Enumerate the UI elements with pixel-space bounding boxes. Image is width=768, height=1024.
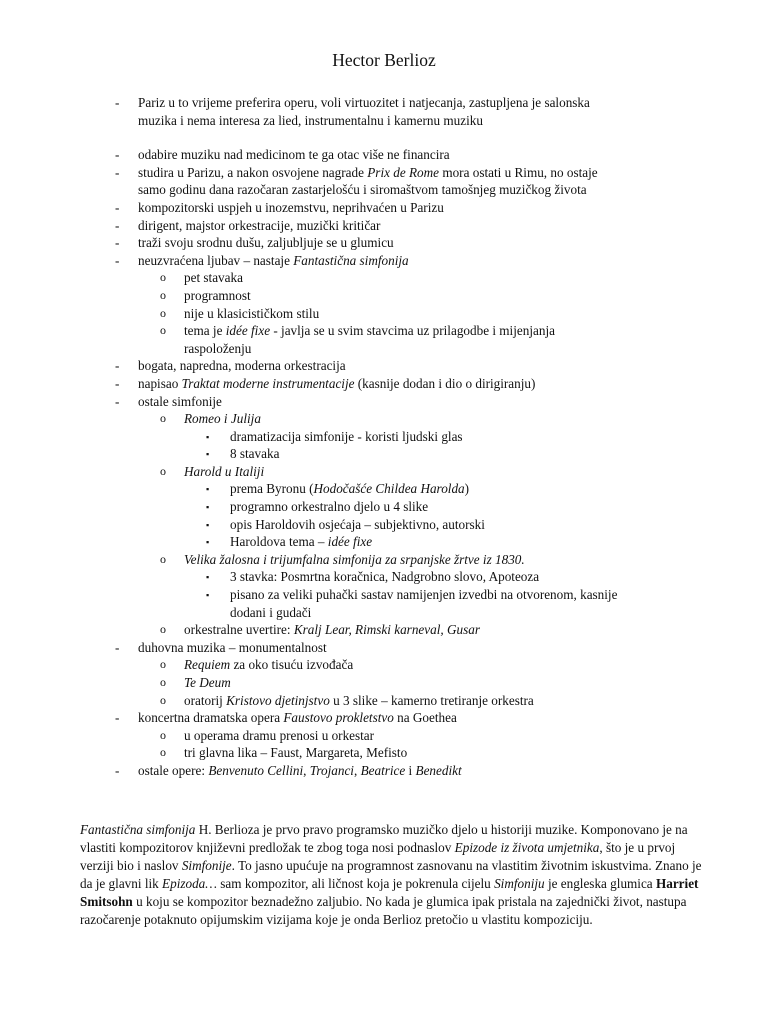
- circle-marker: o: [160, 463, 166, 478]
- item-italic: Trojanci: [309, 762, 354, 778]
- body-paragraph: [80, 821, 710, 929]
- para-text: sam kompozitor, ali ličnost koja je pokrenula cijelu: [217, 876, 495, 891]
- list-subitem: [0, 744, 768, 762]
- item-italic: Te Deum: [184, 675, 231, 690]
- item-italic: Romeo i Julija: [184, 411, 261, 427]
- list-subitem: [0, 727, 768, 745]
- para-text: je engleska glumica: [544, 876, 656, 891]
- list-subitem: [0, 269, 768, 287]
- list-item: [0, 709, 768, 727]
- list-item: [0, 164, 768, 199]
- item-italic: Beatrice: [360, 762, 406, 778]
- circle-marker: o: [160, 675, 166, 689]
- list-item: [0, 357, 768, 375]
- dash-marker: -: [115, 710, 120, 726]
- item-text: napisao: [138, 375, 182, 391]
- square-marker: ▪: [206, 537, 210, 548]
- list-subsubitem: [0, 498, 768, 516]
- dash-marker: -: [115, 252, 120, 268]
- square-marker: ▪: [206, 431, 210, 442]
- item-italic: Faustovo prokletstvo: [283, 710, 394, 726]
- para-italic: Simfonije: [181, 858, 232, 873]
- item-text: 3 stavka: Posmrtna koračnica, Nadgrobno slovo, Apoteoza: [230, 569, 540, 585]
- item-text: duhovna muzika – monumentalnost: [138, 639, 327, 655]
- item-italic: Prix de Rome: [367, 164, 440, 180]
- dash-marker: -: [115, 235, 120, 251]
- list-item: [0, 94, 768, 129]
- list-subitem: [0, 305, 768, 323]
- list-subitem: [0, 674, 768, 692]
- item-text: neuzvraćena ljubav – nastaje: [138, 252, 294, 268]
- item-text: i: [405, 762, 416, 778]
- list-subitem: [0, 287, 768, 305]
- item-italic: Velika žalosna i trijumfalna simfonija za srpanjske žrtve iz 1830.: [184, 551, 525, 567]
- item-text: programno orkestralno djelo u 4 slike: [230, 499, 429, 515]
- list-subsubitem: [0, 480, 768, 498]
- page-title: Hector Berlioz: [332, 50, 436, 70]
- item-italic: Fantastična simfonija: [293, 252, 409, 268]
- para-text: . To jasno upućuje na programnost zasnovanu na vlastitim životnim iskustvima. Znano je da je glavni lik: [80, 858, 702, 891]
- item-italic: Traktat moderne instrumentacije: [181, 375, 355, 391]
- list-item: [0, 146, 768, 164]
- list-item: [0, 762, 768, 780]
- item-text: studira u Parizu, a nakon osvojene nagrade: [138, 164, 368, 180]
- list-subitem: [0, 551, 768, 569]
- item-italic: Requiem: [184, 657, 231, 673]
- circle-marker: o: [160, 411, 166, 426]
- square-marker: ▪: [206, 572, 210, 583]
- item-text: kompozitorski uspjeh u inozemstvu, neprihvaćen u Parizu: [138, 199, 444, 215]
- para-italic: Epizoda…: [162, 876, 217, 891]
- item-text: prema Byronu (: [230, 481, 314, 497]
- item-text: programnost: [184, 287, 251, 303]
- dash-marker: -: [115, 762, 120, 778]
- item-text: bogata, napredna, moderna orkestracija: [138, 358, 346, 374]
- item-text: tri glavna lika – Faust, Margareta, Mefisto: [184, 745, 408, 761]
- list-subitem: [0, 322, 768, 357]
- circle-marker: o: [160, 305, 166, 320]
- list-subsubitem: [0, 586, 768, 621]
- list-subsubitem: [0, 568, 768, 586]
- list-subitem: [0, 692, 768, 710]
- circle-marker: o: [160, 270, 166, 285]
- item-text: tema je: [184, 323, 226, 339]
- list-subsubitem: [0, 533, 768, 551]
- item-text: opis Haroldovih osjećaja – subjektivno, autorski: [230, 516, 485, 532]
- item-text: - javlja se u svim stavcima uz prilagodbe i mijenjanja raspoloženju: [184, 323, 555, 356]
- dash-marker: -: [115, 375, 120, 391]
- list-item: [0, 234, 768, 252]
- list-subitem: [0, 410, 768, 428]
- item-italic: Kralj Lear, Rimski karneval, Gusar: [293, 622, 480, 638]
- square-marker: ▪: [206, 449, 210, 460]
- square-marker: ▪: [206, 502, 210, 513]
- item-text: koncertna dramatska opera: [138, 710, 284, 726]
- item-text: pisano za veliki puhački sastav namijenjen izvedbi na otvorenom, kasnije dodani i gudači: [230, 587, 618, 620]
- item-italic: Benvenuto Cellini: [208, 762, 304, 778]
- list-subitem: [0, 621, 768, 639]
- circle-marker: o: [160, 323, 166, 338]
- para-text: u koju se kompozitor beznadežno zaljubio. No kada je glumica ipak pristala na zajednički život, nastupa razočarenje potaknuto opijumskim vizijama koje je onda Berlioz pretočio u vlastitu kompoziciju.: [80, 894, 687, 927]
- para-italic: Epizode iz života umjetnika: [454, 840, 600, 855]
- list-item: [0, 217, 768, 235]
- list-subsubitem: [0, 516, 768, 534]
- item-italic: Hodočašće Childea Harolda: [313, 481, 465, 497]
- list-item: [0, 393, 768, 411]
- item-text: za oko tisuću izvođača: [230, 657, 354, 673]
- item-text: u 3 slike – kamerno tretiranje orkestra: [329, 692, 534, 708]
- circle-marker: o: [160, 727, 166, 742]
- item-text: odabire muziku nad medicinom te ga otac više ne financira: [138, 147, 450, 163]
- outline-list: [0, 94, 768, 780]
- list-item: [0, 639, 768, 657]
- item-italic: Benedikt: [415, 762, 462, 778]
- dash-marker: -: [115, 199, 120, 215]
- circle-marker: o: [160, 622, 166, 637]
- square-marker: ▪: [206, 484, 210, 495]
- list-item: [0, 252, 768, 270]
- list-subitem: [0, 656, 768, 674]
- item-text: oratorij: [184, 692, 227, 708]
- item-text: orkestralne uvertire:: [184, 622, 294, 638]
- item-text: ,: [303, 762, 310, 778]
- circle-marker: o: [160, 551, 166, 566]
- item-text: u operama dramu prenosi u orkestar: [184, 727, 375, 743]
- list-subsubitem: [0, 445, 768, 463]
- dash-marker: -: [115, 358, 120, 374]
- dash-marker: -: [115, 393, 120, 409]
- dash-marker: -: [115, 217, 120, 233]
- circle-marker: o: [160, 692, 166, 707]
- item-text: dramatizacija simfonije - koristi ljudski glas: [230, 428, 463, 444]
- item-text: Pariz u to vrijeme preferira operu, voli virtuozitet i natjecanja, zastupljena je salonska muzika i nema interesa za lied, instrumentalnu i kamernu muziku: [138, 95, 590, 128]
- item-italic: Harold u Italiji: [184, 463, 265, 479]
- item-italic: idée fixe: [225, 323, 271, 339]
- para-text: H. Berlioza je prvo pravo programsko muzičko djelo u historiji muzike. Komponovano je na vlastiti kompozitorov književni predložak te zbog toga nosi podnaslov: [80, 822, 688, 855]
- para-italic: Simfoniju: [494, 876, 545, 891]
- dash-marker: -: [115, 639, 120, 655]
- square-marker: ▪: [206, 519, 210, 530]
- dash-marker: -: [115, 147, 120, 163]
- item-text: mora ostati u Rimu, no ostaje samo godinu dana razočaran zastarjelošću i siromaštvom tamošnjeg muzičkog života: [138, 164, 598, 198]
- item-text: nije u klasicističkom stilu: [184, 305, 320, 321]
- item-text: pet stavaka: [184, 270, 243, 286]
- para-italic: Fantastična simfonija: [80, 822, 196, 837]
- item-text: 8 stavaka: [230, 446, 280, 462]
- square-marker: ▪: [206, 590, 210, 601]
- circle-marker: o: [160, 287, 166, 302]
- list-subitem: [0, 463, 768, 481]
- circle-marker: o: [160, 745, 166, 760]
- dash-marker: -: [115, 164, 120, 180]
- item-text: dirigent, majstor orkestracije, muzički kritičar: [138, 217, 381, 233]
- spacer: [0, 129, 768, 146]
- list-item: [0, 199, 768, 217]
- dash-marker: -: [115, 95, 120, 110]
- item-text: ,: [353, 762, 361, 778]
- item-text: Haroldova tema –: [230, 534, 328, 550]
- list-subsubitem: [0, 428, 768, 446]
- circle-marker: o: [160, 657, 166, 672]
- para-bold: Harriet Smitsohn: [80, 876, 699, 909]
- item-text: traži svoju srodnu dušu, zaljubljuje se u glumicu: [138, 235, 394, 251]
- item-text: ostale simfonije: [138, 393, 222, 409]
- item-text: (kasnije dodan i dio o dirigiranju): [354, 375, 536, 391]
- item-text: ostale opere:: [138, 762, 209, 778]
- item-italic: idée fixe: [327, 534, 373, 550]
- list-item: [0, 375, 768, 393]
- item-text: na Goethea: [393, 710, 457, 726]
- item-italic: Kristovo djetinjstvo: [226, 692, 330, 708]
- item-text: ): [464, 481, 470, 497]
- para-text: , što je u prvoj verziji bio i naslov: [80, 840, 676, 873]
